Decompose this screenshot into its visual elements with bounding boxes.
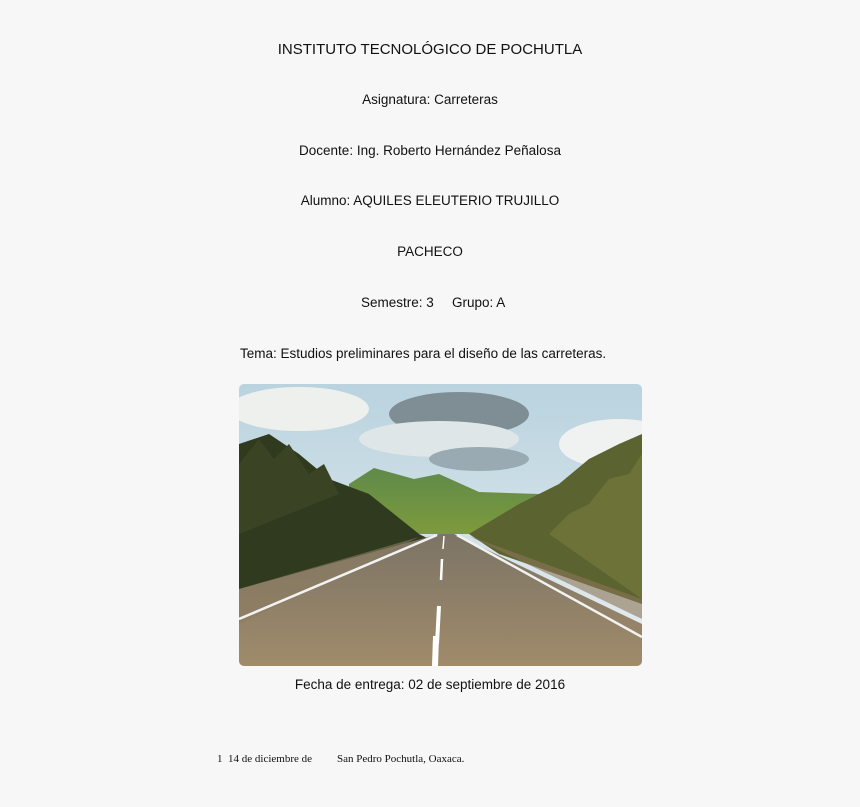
- institution-title: INSTITUTO TECNOLÓGICO DE POCHUTLA: [277, 41, 583, 58]
- teacher-line: Docente: Ing. Roberto Hernández Peñalosa: [299, 143, 561, 158]
- delivery-date: Fecha de entrega: 02 de septiembre de 2016: [294, 677, 566, 692]
- topic-line: Tema: Estudios preliminares para el diseño de las carreteras.: [240, 346, 607, 361]
- road-photo: [239, 384, 642, 666]
- road-landscape-image: [239, 384, 642, 666]
- group-line: Grupo: A: [452, 295, 506, 310]
- footer-date: 14 de diciembre de: [228, 753, 312, 765]
- semester-line: Semestre: 3: [361, 295, 434, 310]
- subject-line: Asignatura: Carreteras: [362, 92, 498, 107]
- student-line-1: Alumno: AQUILES ELEUTERIO TRUJILLO: [300, 193, 560, 208]
- footer-location: San Pedro Pochutla, Oaxaca.: [337, 753, 465, 765]
- student-line-2: PACHECO: [397, 244, 463, 259]
- footer-page-number: 1: [217, 753, 223, 765]
